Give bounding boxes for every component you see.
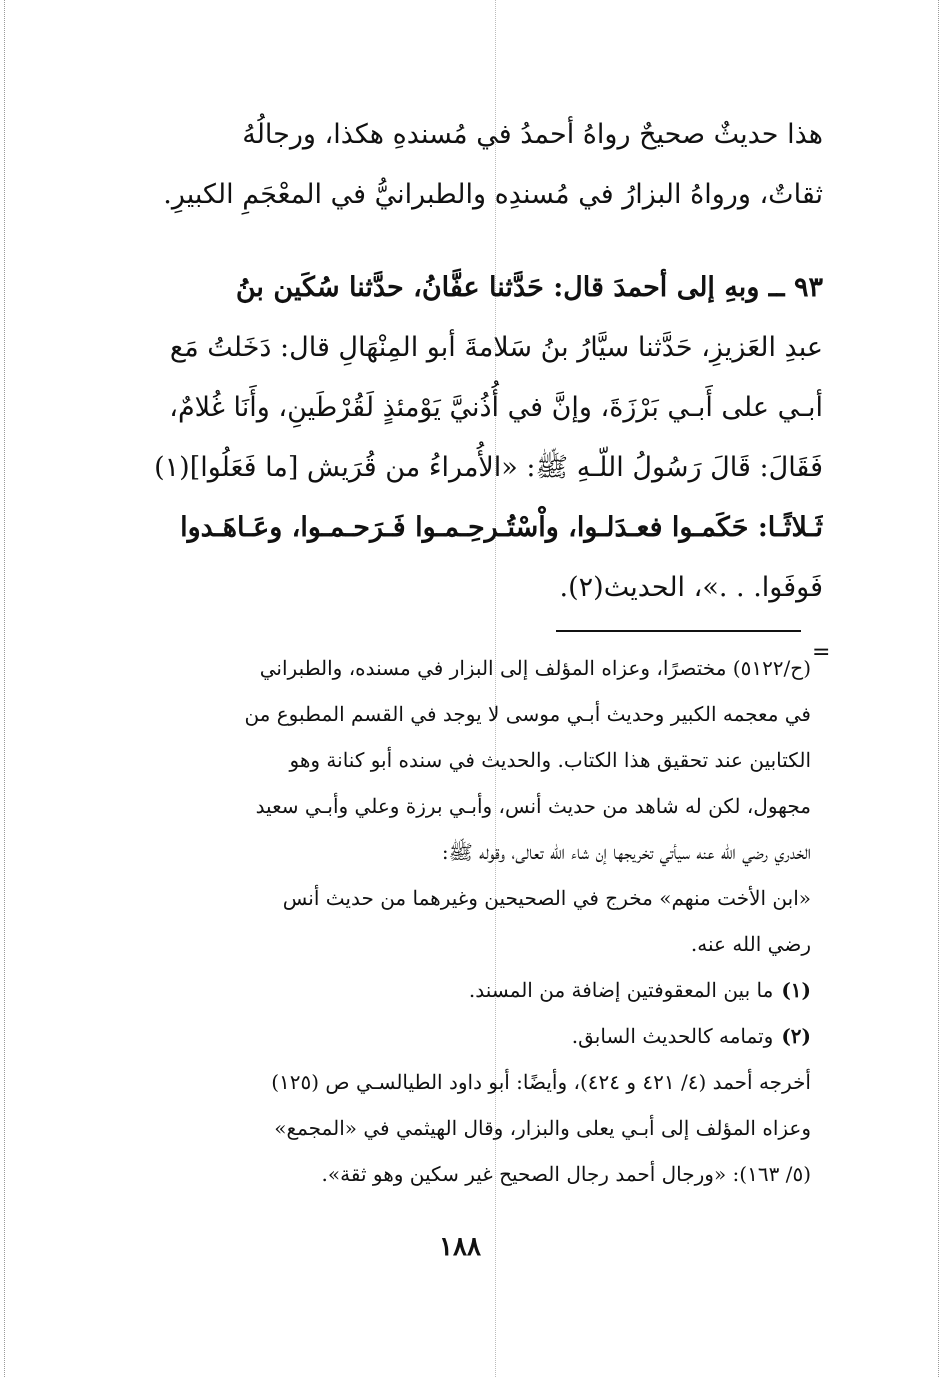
paragraph-commentary [123, 105, 823, 225]
footnotes [126, 645, 811, 1197]
footnote-text: ما بين المعقوفتين إضافة من المسند. [468, 978, 774, 1002]
footnote-line: (ح/٥١٢٢) مختصرًا، وعزاه المؤلف إلى البزار في مسنده، والطبراني [259, 656, 811, 680]
scan-edge-left [4, 0, 5, 1377]
text-line: هذا حديثٌ صحيحٌ رواهُ أحمدُ في مُسندهِ هكذا، ورجالُهُ [242, 119, 823, 150]
footnote-line: رضي الله عنه. [690, 932, 811, 956]
text-line: فَوفَوا. . .»، الحديث(٢). [559, 572, 823, 603]
footnote-2 [126, 1013, 811, 1059]
footnote-line: في معجمه الكبير وحديث أبـي موسى لا يوجد في القسم المطبوع من [244, 702, 811, 726]
footnote-line: (٥/ ١٦٣): «ورجال أحمد رجال الصحيح غير سكين وهو ثقة». [321, 1162, 811, 1186]
footnote-1 [126, 967, 811, 1013]
footnote-line: الكتابين عند تحقيق هذا الكتاب. والحديث في سنده أبو كنانة وهو [289, 748, 811, 772]
footnote-continuation-mark: = [812, 640, 831, 665]
footnote-number: (٢) [781, 1024, 811, 1048]
text-line: ٩٣ ــ وبهِ إلى أحمدَ قال: حَدَّثنا عفَّانُ، حدَّثنا سُكَين بنُ [235, 272, 823, 303]
footnote-line: الخدري رضي الله عنه سيأتي تخريجها إن شاء الله تعالى، وقوله ﷺ: [441, 840, 811, 864]
footnote-line: مجهول، لكن له شاهد من حديث أنس، وأبـي برزة وعلي وأبـي سعيد [255, 794, 811, 818]
text-line: ثَـلاثًـا: حَكَمـوا فعـدَلـوا، واْسْتُـرحِـمـوا فَـرَحـمـوا، وعَـاهَـدوا [180, 512, 823, 543]
footnote-separator [556, 630, 801, 632]
scan-edge-right [938, 0, 939, 1377]
text-line: ثقاتٌ، ورواهُ البزارُ في مُسندِه والطبرانيُّ في المعْجَمِ الكبيرِ. [163, 179, 823, 210]
text-line: فَقَالَ: قَالَ رَسُولُ اللّـهِ ﷺ: «الأُمراءُ من قُرَيش [ما فَعَلُوا](١) [154, 452, 823, 483]
footnote-number: (١) [781, 978, 811, 1002]
paragraph-hadith-93 [123, 258, 823, 618]
footnote-line: وعزاه المؤلف إلى أبـي يعلى والبزار، وقال الهيثمي في «المجمع» [274, 1116, 811, 1140]
page-number: ١٨٨ [439, 1232, 481, 1262]
text-line: عبدِ العَزيزِ، حَدَّثنا سيَّارُ بنُ سَلامةَ أبو المِنْهَالِ قال: دَخَلتُ مَع [169, 332, 823, 363]
footnote-text: وتمامه كالحديث السابق. [571, 1024, 774, 1048]
text-line: أبـي على أَبـي بَرْزَةَ، وإنَّ في أُذُنيَّ يَوْمئذٍ لَقُرْطَينِ، وأَنَا غُلامٌ، [169, 392, 823, 423]
footnote-line: أخرجه أحمد (٤/ ٤٢١ و ٤٢٤)، وأيضًا: أبو داود الطيالسـي ص (١٢٥) [271, 1070, 811, 1094]
footnote-line: «ابن الأخت منهم» مخرج في الصحيحين وغيرهما من حديث أنس [282, 886, 811, 910]
